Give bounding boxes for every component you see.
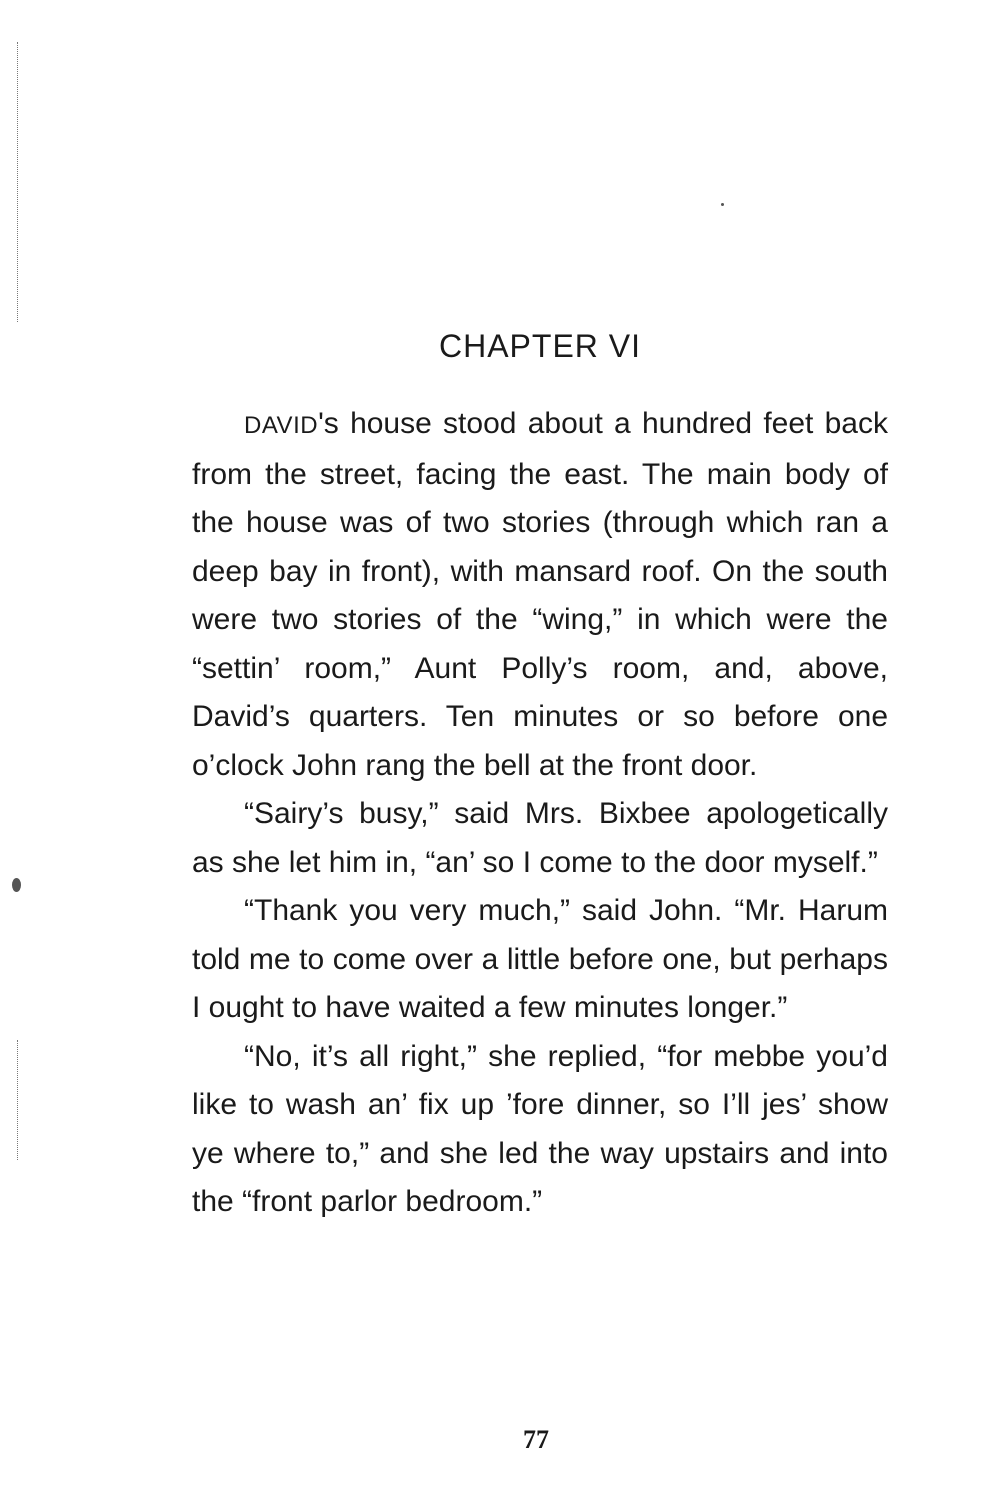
paragraph-3: “Thank you very much,” said John. “Mr. Harum told me to come over a little before one, but perhaps I ought to have waited a few minutes longer.” — [192, 894, 888, 1024]
paragraph-text: 's house stood about a hundred feet back from the street, facing the east. The main body of the house was of two stories (through which ran a deep bay in front), with mansard roof. On the south were two stories of the “wing,” in which were the “settin’ room,” Aunt Polly’s room, and, above, David’s quarters. Ten minutes or so before one o’clock John rang the bell at the front door. — [192, 407, 888, 782]
scan-speck — [12, 878, 21, 892]
paragraph-2: “Sairy’s busy,” said Mrs. Bixbee apologetically as she let him in, “an’ so I come to the door myself.” — [192, 797, 888, 879]
scan-edge-mark — [17, 42, 19, 322]
paragraph-4: “No, it’s all right,” she replied, “for mebbe you’d like to wash an’ fix up ’fore dinner, so I’ll jes’ show ye where to,” and she led the way upstairs and into the “front parlor bedroom.” — [192, 1039, 888, 1218]
page-number: 77 — [523, 1425, 549, 1454]
scan-speck — [721, 203, 724, 206]
paragraph-1 — [192, 400, 888, 790]
small-caps-lead: DAVID — [244, 412, 319, 439]
body-text — [192, 400, 888, 1227]
chapter-title: CHAPTER VI — [438, 328, 642, 364]
scan-edge-mark — [17, 1040, 19, 1160]
